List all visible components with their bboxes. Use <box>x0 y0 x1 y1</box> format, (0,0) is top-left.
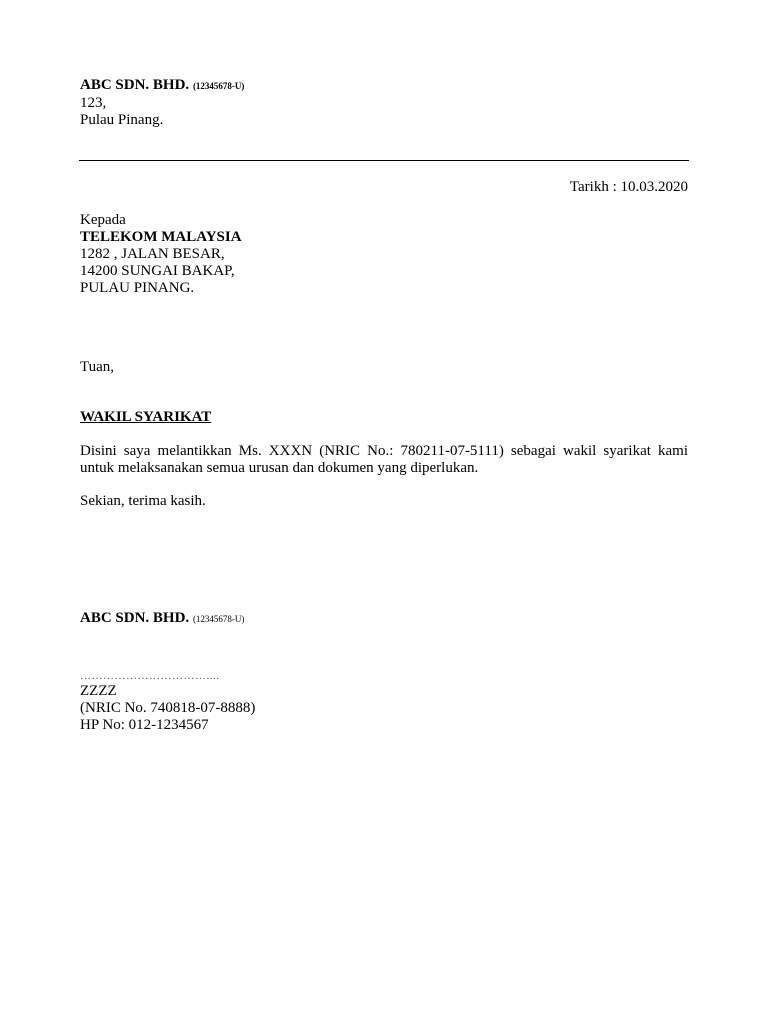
letterhead <box>80 77 244 129</box>
signatory-nric: (NRIC No. 740818-07-8888) <box>80 700 256 716</box>
recipient-address-line2: 14200 SUNGAI BAKAP, <box>80 263 235 279</box>
letter-closing: Sekian, terima kasih. <box>80 493 206 509</box>
signature-company-registration: (12345678-U) <box>192 614 245 624</box>
letter-body: Disini saya melantikkan Ms. XXXN (NRIC No.: 780211-07-5111) sebagai wakil syarikat kami untuk melaksanakan semua urusan dan dokumen yang diperlukan. <box>80 443 688 476</box>
signature-line: …………………………….... <box>80 670 220 682</box>
company-registration: (12345678-U) <box>192 81 245 91</box>
company-address-line2: Pulau Pinang. <box>80 112 164 128</box>
company-address-line1: 123, <box>80 95 107 111</box>
recipient-address-line3: PULAU PINANG. <box>80 280 195 296</box>
header-divider <box>79 160 689 161</box>
recipient-block <box>80 212 242 297</box>
letter-subject: WAKIL SYARIKAT <box>80 409 212 425</box>
signature-company <box>80 610 244 628</box>
signatory-phone: HP No: 012-1234567 <box>80 717 209 733</box>
signature-block <box>80 670 255 734</box>
salutation: Tuan, <box>80 359 115 375</box>
company-name: ABC SDN. BHD. <box>80 77 190 93</box>
recipient-name: TELEKOM MALAYSIA <box>80 229 242 245</box>
signature-company-name: ABC SDN. BHD. <box>80 610 190 626</box>
recipient-intro: Kepada <box>80 212 126 228</box>
recipient-address-line1: 1282 , JALAN BESAR, <box>80 246 225 262</box>
signatory-name: ZZZZ <box>80 683 117 699</box>
letter-date: Tarikh : 10.03.2020 <box>569 179 688 195</box>
